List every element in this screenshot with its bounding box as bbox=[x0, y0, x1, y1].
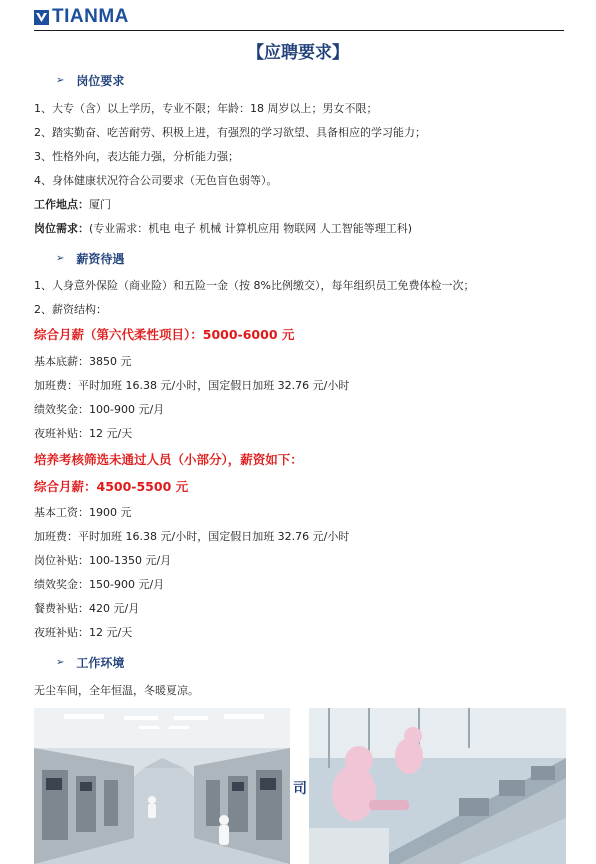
plan-b-title: 综合月薪：4500-5500 元 bbox=[34, 479, 189, 494]
section-heading-environment bbox=[56, 654, 124, 671]
requirement-item: 4、身体健康状况符合公司要求（无色盲色弱等）。 bbox=[34, 174, 278, 187]
plan-a-line: 加班费：平时加班 16.38 元/小时，国定假日加班 32.76 元/小时 bbox=[34, 379, 350, 392]
environment-text: 无尘车间，全年恒温，冬暖夏凉。 bbox=[34, 684, 199, 697]
requirement-item: 1、大专（含）以上学历，专业不限；年龄：18 周岁以上；男女不限； bbox=[34, 102, 378, 115]
production-line-photo bbox=[309, 708, 566, 864]
plan-a-line: 夜班补贴：12 元/天 bbox=[34, 427, 133, 440]
plan-a-line: 绩效奖金：100-900 元/月 bbox=[34, 403, 165, 416]
plan-b-line: 岗位补贴：100-1350 元/月 bbox=[34, 554, 172, 567]
section-heading-text: 薪资待遇 bbox=[76, 252, 125, 266]
work-location bbox=[34, 196, 111, 212]
plan-b-line: 加班费：平时加班 16.38 元/小时，国定假日加班 32.76 元/小时 bbox=[34, 530, 350, 543]
page-header bbox=[34, 6, 564, 31]
job-need-label: 岗位需求： bbox=[34, 222, 89, 235]
plan-b-line: 绩效奖金：150-900 元/月 bbox=[34, 578, 165, 591]
work-location-label: 工作地点： bbox=[34, 198, 89, 211]
section-heading-text: 岗位要求 bbox=[76, 74, 125, 88]
page-title: 【应聘要求】 bbox=[247, 43, 349, 63]
plan-b-note: 培养考核筛选未通过人员（小部分），薪资如下： bbox=[34, 452, 303, 467]
tianma-logo bbox=[34, 8, 129, 26]
job-need-value: (专业需求：机电 电子 机械 计算机应用 物联网 人工智能等理工科) bbox=[89, 222, 413, 235]
plan-a-title: 综合月薪（第六代柔性项目）：5000-6000 元 bbox=[34, 327, 295, 342]
section-heading-requirements bbox=[56, 72, 124, 89]
plan-b-line: 餐费补贴：420 元/月 bbox=[34, 602, 140, 615]
plan-b-line: 基本工资：1900 元 bbox=[34, 506, 132, 519]
photo-gap-fragment: 司 bbox=[293, 781, 307, 797]
plan-a-line: 基本底薪：3850 元 bbox=[34, 355, 132, 368]
salary-item: 2、薪资结构： bbox=[34, 303, 107, 316]
cleanroom-photo bbox=[34, 708, 290, 864]
requirement-item: 3、性格外向，表达能力强，分析能力强； bbox=[34, 150, 239, 163]
job-need bbox=[34, 220, 412, 236]
arrow-bullet-icon: ➢ bbox=[56, 253, 65, 264]
section-heading-text: 工作环境 bbox=[76, 656, 125, 670]
arrow-bullet-icon: ➢ bbox=[56, 657, 65, 668]
work-location-value: 厦门 bbox=[89, 198, 111, 211]
brand-name: TIANMA bbox=[52, 6, 129, 27]
requirement-item: 2、踏实勤奋、吃苦耐劳、积极上进，有强烈的学习欲望、具备相应的学习能力； bbox=[34, 126, 426, 139]
arrow-bullet-icon: ➢ bbox=[56, 75, 65, 86]
tianma-logo-icon bbox=[34, 10, 49, 25]
section-heading-salary bbox=[56, 250, 124, 267]
plan-b-line: 夜班补贴：12 元/天 bbox=[34, 626, 133, 639]
salary-item: 1、人身意外保险（商业险）和五险一金（按 8%比例缴交），每年组织员工免费体检一次； bbox=[34, 279, 475, 292]
